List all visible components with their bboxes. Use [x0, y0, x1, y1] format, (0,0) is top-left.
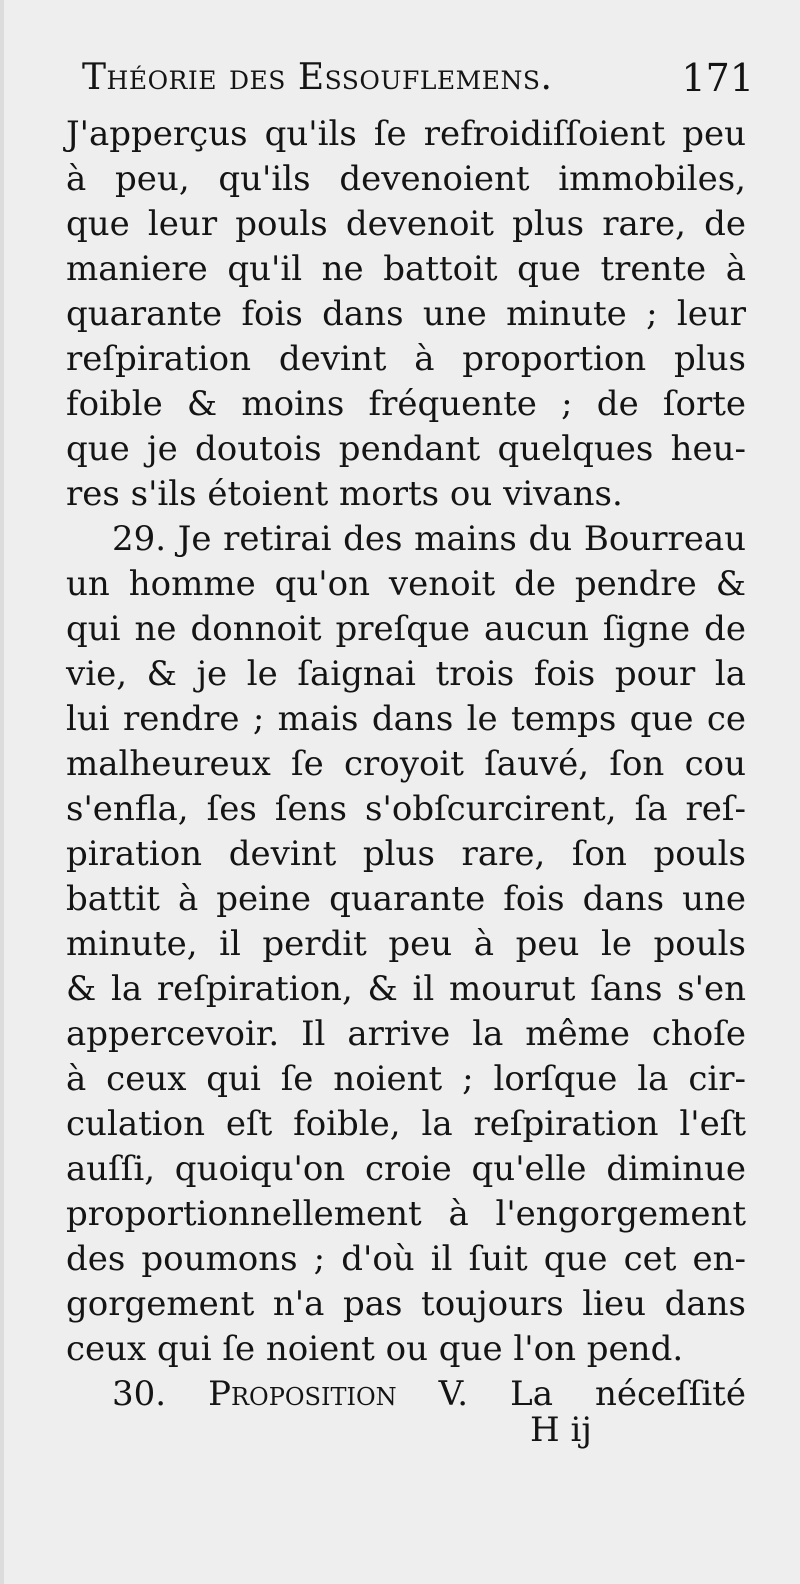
- text-line: malheureux ſe croyoit ſauvé, ſon cou: [66, 744, 746, 784]
- text-line: J'apperçus qu'ils ſe refroidiſſoient peu: [66, 114, 746, 154]
- text-line: reſpiration devint à proportion plus: [66, 339, 746, 379]
- text-line: battit à peine quarante fois dans une: [66, 879, 746, 919]
- text-line: vie, & je le ſaignai trois fois pour la: [66, 654, 746, 694]
- text-line: appercevoir. Il arrive la même choſe: [66, 1014, 746, 1054]
- text-line: proportionnellement à l'engorgement: [66, 1194, 746, 1234]
- text-line: qui ne donnoit preſque aucun ſigne de: [66, 609, 746, 649]
- text-line: que je doutois pendant quelques heu-: [66, 429, 746, 469]
- text-line: ceux qui ſe noient ou que l'on pend.: [66, 1329, 684, 1369]
- text-line: maniere qu'il ne battoit que trente à: [66, 249, 746, 289]
- text-line: & la reſpiration, & il mourut ſans s'en: [66, 969, 746, 1009]
- text-line: auſſi, quoiqu'on croie qu'elle diminue: [66, 1149, 746, 1189]
- text-line: culation eſt foible, la reſpiration l'eſt: [66, 1104, 746, 1144]
- page-number: 171: [681, 56, 754, 100]
- text-line: à ceux qui ſe noient ; lorſque la cir-: [66, 1059, 746, 1099]
- text-line: gorgement n'a pas toujours lieu dans: [66, 1284, 746, 1324]
- proposition-label: Proposition V.: [208, 1374, 469, 1414]
- text-line: piration devint plus rare, ſon pouls: [66, 834, 746, 874]
- text-line: lui rendre ; mais dans le temps que ce: [66, 699, 746, 739]
- running-title: Théorie des Essouflemens.: [82, 57, 553, 98]
- text-line: res s'ils étoient morts ou vivans.: [66, 474, 623, 514]
- text-line: un homme qu'on venoit de pendre &: [66, 564, 746, 604]
- page-header: [82, 48, 754, 108]
- proposition-line: [66, 1372, 746, 1417]
- proposition-number: 30.: [112, 1374, 167, 1414]
- text-line: quarante fois dans une minute ; leur: [66, 294, 746, 334]
- proposition-text: La néceſſité: [510, 1374, 747, 1414]
- signature-mark: H ij: [530, 1410, 592, 1450]
- text-line: foible & moins fréquente ; de ſorte: [66, 384, 746, 424]
- text-line: s'enfla, ſes ſens s'obſcurcirent, ſa reſ-: [66, 789, 746, 829]
- paragraph-29-start: 29. Je retirai des mains du Bourreau: [112, 519, 746, 559]
- text-line: minute, il perdit peu à peu le pouls: [66, 924, 746, 964]
- text-line: que leur pouls devenoit plus rare, de: [66, 204, 746, 244]
- text-line: des poumons ; d'où il ſuit que cet en-: [66, 1239, 746, 1279]
- body-text: [66, 112, 746, 1417]
- text-line: à peu, qu'ils devenoient immobiles,: [66, 159, 746, 199]
